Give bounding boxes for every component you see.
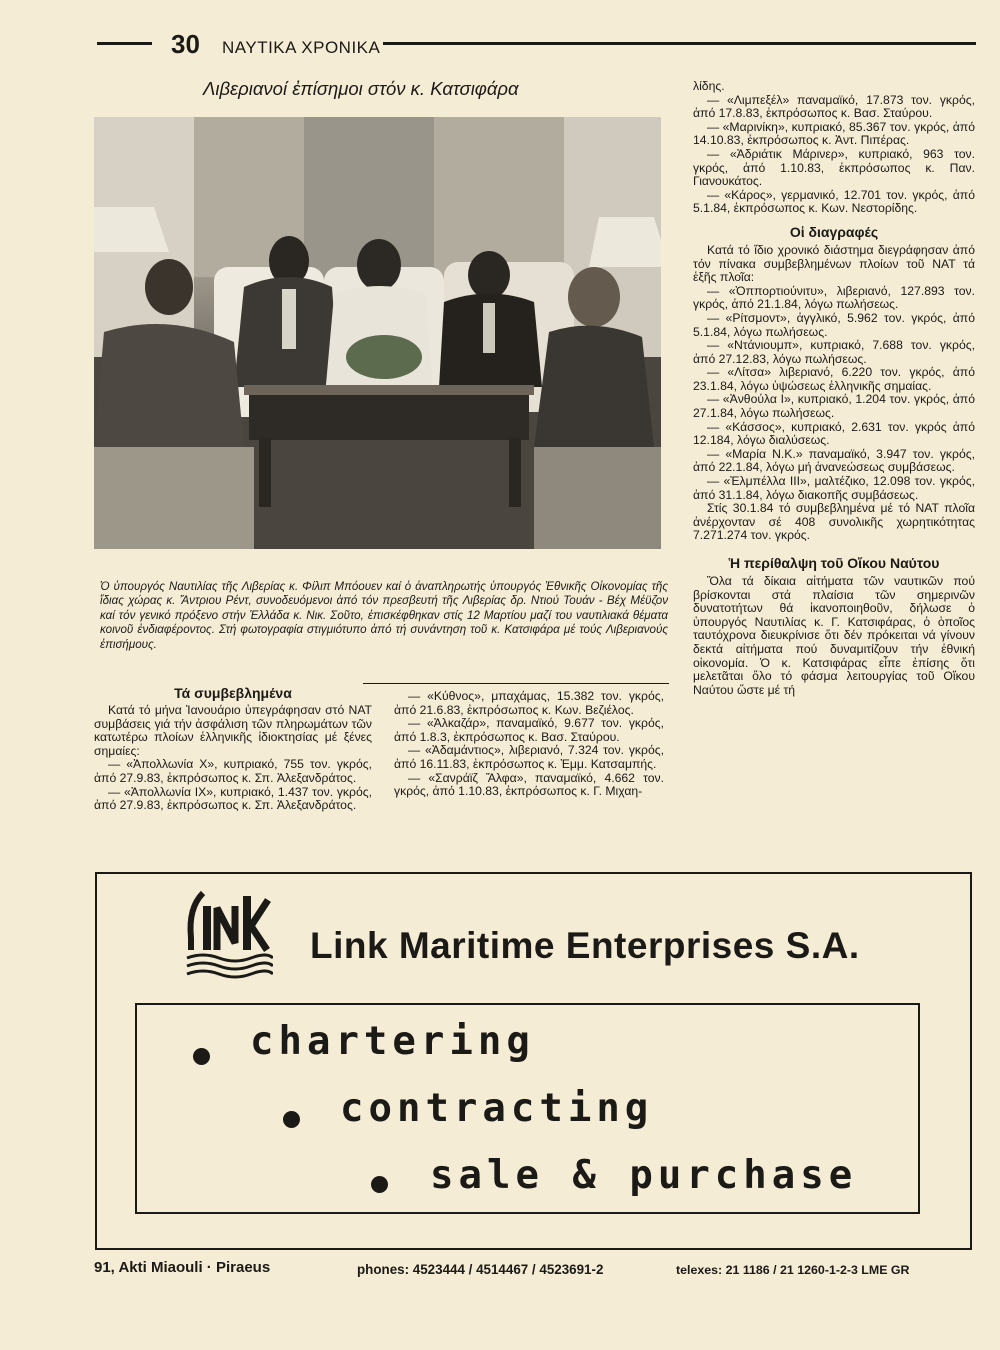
header-rule-right <box>383 42 976 45</box>
paragraph: — «Ἀλκαζάρ», παναμαϊκό, 9.677 τον. γκρός, ἀπό 1.8.3, ἐκπρόσωπος κ. Βασ. Σταύρου. <box>394 716 664 744</box>
paragraph: — «Ντάνιουμπ», κυπριακό, 7.688 τον. γκρός, ἀπό 27.12.83, λόγω πωλήσεως. <box>693 338 975 366</box>
paragraph: Ὅλα τά δίκαια αἰτήματα τῶν ναυτικῶν πού βρίσκονται στά πλαίσια τῶν σημερινῶν δυνατοτήτων θά ἱκανοποιηθοῦν, δήλωσε ὁ ὑπουργός Ναυτιλίας κ. Γ. Κατσιφάρας, ὁ ὁποῖος ταυτόχρονα διευκρίνισε ὅτι δέν πρόκειται νά γίνουν δεκτά αἰτήματα πού δυναμιτίζουν τήν ἐθνική οἰκονομία. Ὁ κ. Κατσιφάρας εἶπε ἐπίσης ὅτι μελετᾶται ὅλο τό φάσμα λειτουργίας τοῦ Οἴκου Ναύτου ὥστε μέ τή <box>693 574 975 697</box>
header-rule-left <box>97 42 152 45</box>
paragraph: Κατά τό μήνα Ἰανουάριο ὑπεγράφησαν στό ΝΑΤ συμβάσεις γιά τήν ἀσφάλιση τῶν πληρωμάτων τῶν κατωτέρω πλοίων ἑλληνικῆς ἰδιοκτησίας μέ ξένες σημαίες: <box>94 703 372 758</box>
service-sale-purchase: sale & purchase <box>430 1153 858 1198</box>
paragraph: Κατά τό ἴδιο χρονικό διάστημα διεγράφησαν ἀπό τόν πίνακα συμβεβλημένων πλοίων τοῦ ΝΑΤ τά ἑξῆς πλοῖα: <box>693 242 975 285</box>
bullet-icon <box>371 1176 388 1193</box>
service-contracting: contracting <box>340 1086 654 1131</box>
paragraph: — «Κάσσος», κυπριακό, 2.631 τον. γκρός ἀπό 12.184, λόγω διαλύσεως. <box>693 419 975 448</box>
paragraph: — «Μαρινίκη», κυπριακό, 85.367 τον. γκρός, ἀπό 14.10.83, ἐκπρόσωπος κ. Ἀντ. Πιπέρας. <box>693 119 975 148</box>
paragraph: — «Κύθνος», μπαχάμας, 15.382 τον. γκρός, ἀπό 21.6.83, ἐκπρόσωπος κ. Κων. Βεζιέλος. <box>394 689 664 717</box>
company-telexes: telexes: 21 1186 / 21 1260-1-2-3 LME GR <box>676 1263 910 1277</box>
paragraph: — «Ἀδριάτικ Μάρινερ», κυπριακό, 963 τον. γκρός, ἀπό 1.10.83, ἐκπρόσωπος κ. Παν. Γιανουκάτος. <box>693 146 975 189</box>
section-divider <box>363 683 669 684</box>
meeting-photo <box>94 117 661 549</box>
paragraph: — «Ὀππορτιούνιτυ», λιβεριανό, 127.893 τον. γκρός, ἀπό 21.1.84, λόγω πωλήσεως. <box>693 283 975 312</box>
photo-caption: Ὁ ὑπουργός Ναυτιλίας τῆς Λιβερίας κ. Φίλιπ Μπόουεν καί ὁ ἀναπληρωτής ὑπουργός Ἐθνικῆς Οἰκονομίας τῆς ἴδιας χώρας κ. Ἄντριου Ρέντ, συνοδευόμενοι ἀπό τόν πρεσβευτή τῆς Λιβερίας δρ. Ντιού Τουάν - Βέχ Μέϋζον καί τόν γενικό πρόξενο στήν Ἑλλάδα κ. Νικ. Σοῦτο, ἐπισκέφθηκαν στίς 12 Μαρτίου μαζί του ναυτιλιακά θέματα κοινοῦ ἐνδιαφέροντος. Στή φωτογραφία στιγμιότυπο ἀπό τή συνάντηση τοῦ κ. Κατσιφάρα μέ τούς Λιβεριανούς ἐπισήμους. <box>100 580 668 651</box>
column-contracted-ships-continued <box>394 690 664 799</box>
section-heading-seamen-home: Ἡ περίθαλψη τοῦ Οἴκου Ναύτου <box>728 555 940 571</box>
paragraph: λίδης. <box>693 79 725 93</box>
paragraph: — «Μαρία Ν.Κ.» παναμαϊκό, 3.947 τον. γκρός, ἀπό 22.1.84, λόγω μή ἀνανεώσεως συμβάσεως. <box>693 446 975 475</box>
section-heading-deletions: Οἱ διαγραφές <box>789 223 879 240</box>
service-chartering: chartering <box>250 1019 535 1064</box>
paragraph: — «Ἀπολλωνία Χ», κυπριακό, 755 τον. γκρός, ἀπό 27.9.83, ἐκπρόσωπος κ. Σπ. Ἀλεξανδράτος. <box>94 757 372 785</box>
column-right <box>693 80 975 697</box>
paragraph: — «Ἀπολλωνία ΙΧ», κυπριακό, 1.437 τον. γκρός, ἀπό 27.9.83, ἐκπρόσωπος κ. Σπ. Ἀλεξανδράτος. <box>94 784 372 813</box>
company-address: 91, Akti Miaouli · Piraeus <box>94 1259 271 1276</box>
meeting-photo-illustration <box>94 117 661 549</box>
ship-logo-icon <box>183 888 273 983</box>
bullet-icon <box>283 1111 300 1128</box>
paragraph: — «Λιμπεξέλ» παναμαϊκό, 17.873 τον. γκρός, ἀπό 17.8.83, ἐκπρόσωπος κ. Βασ. Σταύρου. <box>693 92 975 121</box>
article-title: Λιβεριανοί ἐπίσημοι στόν κ. Κατσιφάρα <box>203 78 519 99</box>
column-contracted-ships <box>94 685 372 813</box>
paragraph: — «Ἀδαμάντιος», λιβεριανό, 7.324 τον. γκρός, ἀπό 16.11.83, ἐκπρόσωπος κ. Ἐμμ. Κατσαμπής. <box>394 743 664 771</box>
company-logo <box>183 888 273 983</box>
paragraph: — «Λίτσα» λιβεριανό, 6.220 τον. γκρός, ἀπό 23.1.84, λόγω ὑψώσεως ἑλληνικῆς σημαίας. <box>693 365 975 393</box>
magazine-name: ΝΑΥΤΙΚΑ ΧΡΟΝΙΚΑ <box>222 38 381 57</box>
section-heading-contracted: Τά συμβεβλημένα <box>174 685 292 701</box>
paragraph: — «Ρίτσμοντ», ἀγγλικό, 5.962 τον. γκρός, ἀπό 5.1.84, λόγω πωλήσεως. <box>693 310 975 339</box>
paragraph: — «Ἀνθούλα Ι», κυπριακό, 1.204 τον. γκρός, ἀπό 27.1.84, λόγω πωλήσεως. <box>693 392 975 421</box>
paragraph: — «Σανράϊζ Ἄλφα», παναμαϊκό, 4.662 τον. γκρός, ἀπό 1.10.83, ἐκπρόσωπος κ. Γ. Μιχαη- <box>394 770 664 799</box>
paragraph: — «Ἐλμπέλλα ΙΙΙ», μαλτέζικο, 12.098 τον. γκρός, ἀπό 31.1.84, λόγω διακοπῆς συμβάσεως. <box>693 474 975 502</box>
paragraph: — «Κάρος», γερμανικό, 12.701 τον. γκρός, ἀπό 5.1.84, ἐκπρόσωπος κ. Κων. Νεστορίδης. <box>693 187 975 216</box>
bullet-icon <box>193 1048 210 1065</box>
paragraph: Στίς 30.1.84 τό συμβεβλημένα μέ τό ΝΑΤ πλοῖα ἀνέρχονταν σέ 408 συνολικῆς χωρητικότητας 7.271.274 τον. γκρός. <box>693 501 975 543</box>
company-name: Link Maritime Enterprises S.A. <box>310 925 860 966</box>
page-number: 30 <box>171 29 200 59</box>
company-phones: phones: 4523444 / 4514467 / 4523691-2 <box>357 1262 604 1277</box>
